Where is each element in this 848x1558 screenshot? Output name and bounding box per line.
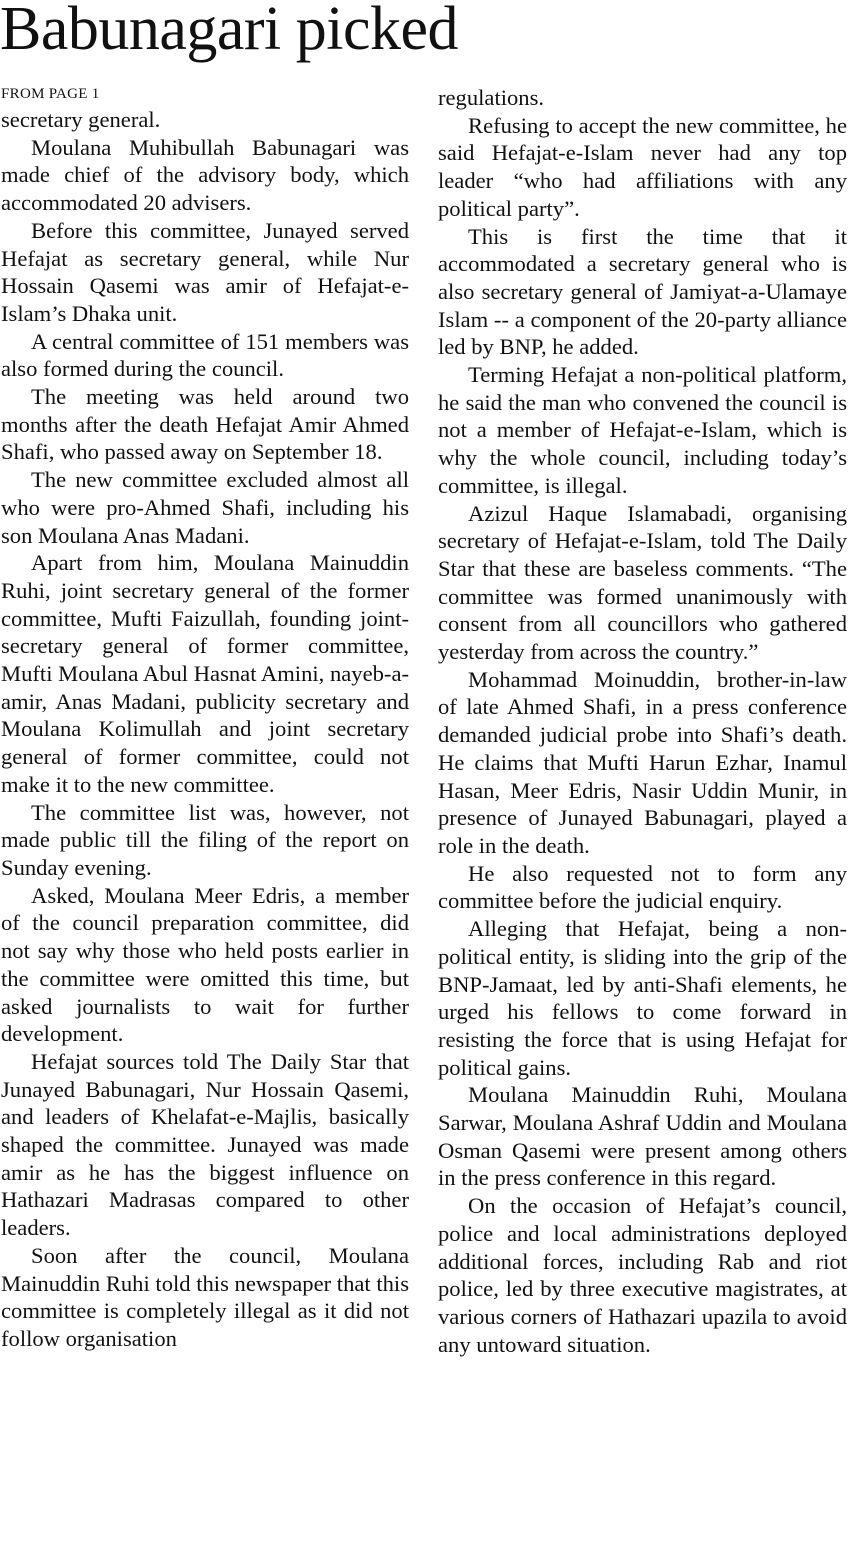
article-column-left [1, 82, 409, 1554]
paragraph: This is first the time that it accommodated a secretary general who is also secretary general of Jamiyat-a-Ulamaye Islam -- a component of the 20-party alliance led by BNP, he added. [438, 223, 847, 360]
paragraph: He also requested not to form any committee before the judicial enquiry. [438, 860, 847, 914]
paragraph: Mohammad Moinuddin, brother-in-law of late Ahmed Shafi, in a press conference demanded judicial probe into Shafi’s death. He claims that Mufti Harun Ezhar, Inamul Hasan, Meer Edris, Nasir Uddin Munir, in presence of Junayed Babunagari, played a role in the death. [438, 666, 847, 858]
paragraph: secretary general. [1, 107, 161, 132]
continuation-kicker: FROM PAGE 1 [1, 86, 100, 102]
paragraph: The meeting was held around two months after the death Hefajat Amir Ahmed Shafi, who passed away on September 18. [1, 384, 409, 465]
paragraph: Azizul Haque Islamabadi, organising secretary of Hefajat-e-Islam, told The Daily Star that these are baseless comments. “The committee was formed unanimously with consent from all councillors who gathered yesterday from across the country.” [438, 500, 847, 665]
paragraph: Asked, Moulana Meer Edris, a member of the council preparation committee, did not say why those who held posts earlier in the committee were omitted this time, but asked journalists to wait for further development. [1, 882, 409, 1047]
paragraph: A central committee of 151 members was also formed during the council. [1, 328, 409, 382]
paragraph: Moulana Muhibullah Babunagari was made chief of the advisory body, which accommodated 20 advisers. [1, 134, 409, 216]
paragraph: On the occasion of Hefajat’s council, police and local administrations deployed additional forces, including Rab and riot police, led by three executive magistrates, at various corners of Hathazari upazila to avoid any untoward situation. [438, 1193, 847, 1357]
paragraph: Moulana Mainuddin Ruhi, Moulana Sarwar, Moulana Ashraf Uddin and Moulana Osman Qasemi were present among others in the press conference in this regard. [438, 1082, 847, 1191]
paragraph: Alleging that Hefajat, being a non-political entity, is sliding into the grip of the BNP-Jamaat, led by anti-Shafi elements, he urged his fellows to come forward in resisting the force that is using Hefajat for political gains. [438, 916, 847, 1080]
paragraph: Soon after the council, Moulana Mainuddin Ruhi told this newspaper that this committee is completely illegal as it did not follow organisation [1, 1242, 409, 1351]
paragraph: Terming Hefajat a non-political platform, he said the man who convened the council is not a member of Hefajat-e-Islam, which is why the whole council, including today’s committee, is illegal. [438, 362, 847, 498]
article-column-right [438, 84, 847, 1554]
paragraph: regulations. [438, 85, 545, 110]
paragraph: Refusing to accept the new committee, he said Hefajat-e-Islam never had any top leader “who had affiliations with any political party”. [438, 112, 847, 221]
paragraph: Apart from him, Moulana Mainuddin Ruhi, joint secretary general of the former committee, Mufti Faizullah, founding joint-secretary general of former committee, Mufti Moulana Abul Hasnat Amini, nayeb-a-amir, Anas Madani, publicity secretary and Moulana Kolimullah and joint secretary general of former committee, could not make it to the new committee. [1, 550, 409, 797]
headline: Babunagari picked [0, 0, 459, 63]
paragraph: Before this committee, Junayed served Hefajat as secretary general, while Nur Hossain Qasemi was amir of Hefajat-e-Islam’s Dhaka unit. [1, 217, 409, 326]
paragraph: The committee list was, however, not made public till the filing of the report on Sunday evening. [1, 799, 409, 880]
paragraph: The new committee excluded almost all who were pro-Ahmed Shafi, including his son Moulana Anas Madani. [1, 467, 409, 548]
paragraph: Hefajat sources told The Daily Star that Junayed Babunagari, Nur Hossain Qasemi, and leaders of Khelafat-e-Majlis, basically shaped the committee. Junayed was made amir as he has the biggest influence on Hathazari Madrasas compared to other leaders. [1, 1048, 409, 1241]
